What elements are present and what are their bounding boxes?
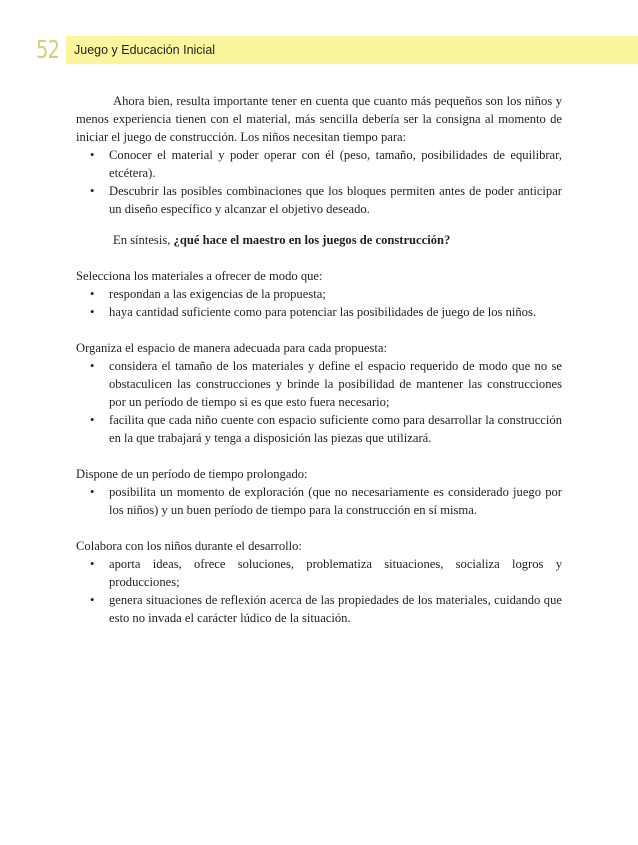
bullet-icon: •: [90, 287, 95, 301]
section-heading-materials: Selecciona los materiales a ofrecer de modo que:: [76, 269, 323, 283]
summary-line: [76, 231, 562, 249]
section-heading-collaboration: Colabora con los niños durante el desarrollo:: [76, 539, 302, 553]
list-item-text: posibilita un momento de exploración (que no necesariamente es considerado juego por los niños) y un buen período de tiempo para la construcción en sí misma.: [109, 485, 562, 517]
bullet-icon: •: [90, 359, 95, 373]
list-item: [76, 591, 562, 627]
bullet-icon: •: [90, 305, 95, 319]
intro-bullet-list: [76, 146, 562, 218]
list-item: [76, 146, 562, 182]
bullet-icon: •: [90, 184, 95, 198]
list-item-text: Conocer el material y poder operar con él (peso, tamaño, posibilidades de equilibrar, etcétera).: [109, 148, 562, 180]
page-header: [0, 36, 638, 64]
list-item-text: haya cantidad suficiente como para potenciar las posibilidades de juego de los niños.: [109, 305, 537, 319]
list-item-text: facilita que cada niño cuente con espacio suficiente como para desarrollar la construcción en la que trabajará y tenga a disposición las piezas que utilizará.: [109, 413, 562, 445]
list-item: [76, 182, 562, 218]
summary-question: ¿qué hace el maestro en los juegos de construcción?: [173, 233, 451, 247]
list-item: [76, 285, 562, 303]
collaboration-bullet-list: [76, 555, 562, 627]
list-item: [76, 411, 562, 447]
summary-lead: En síntesis,: [113, 233, 171, 247]
space-bullet-list: [76, 357, 562, 447]
list-item: [76, 483, 562, 519]
bullet-icon: •: [90, 593, 95, 607]
bullet-icon: •: [90, 557, 95, 571]
list-item-text: aporta ideas, ofrece soluciones, problematiza situaciones, socializa logros y producciones;: [109, 557, 562, 589]
materials-bullet-list: [76, 285, 562, 321]
time-bullet-list: [76, 483, 562, 519]
bullet-icon: •: [90, 148, 95, 162]
list-item-text: genera situaciones de reflexión acerca de las propiedades de los materiales, cuidando que esto no invada el carácter lúdico de la situación.: [109, 593, 562, 625]
list-item: [76, 303, 562, 321]
section-heading-space: Organiza el espacio de manera adecuada para cada propuesta:: [76, 341, 387, 355]
bullet-icon: •: [90, 485, 95, 499]
list-item-text: Descubrir las posibles combinaciones que los bloques permiten antes de poder anticipar un diseño específico y alcanzar el objetivo deseado.: [109, 184, 562, 216]
page-number: 52: [36, 35, 60, 64]
list-item-text: considera el tamaño de los materiales y define el espacio requerido de modo que no se obstaculicen las construcciones y brinde la posibilidad de mantener las construcciones por un período de tiempo si es que esto fuera necesario;: [109, 359, 562, 409]
list-item: [76, 555, 562, 591]
page-content: [76, 92, 562, 627]
intro-paragraph: Ahora bien, resulta importante tener en cuenta que cuanto más pequeños son los niños y menos experiencia tienen con el material, más sencilla debería ser la consigna al momento de iniciar el juego de construcción. Los niños necesitan tiempo para:: [76, 94, 562, 144]
header-title: Juego y Educación Inicial: [74, 43, 216, 57]
list-item: [76, 357, 562, 411]
section-heading-time: Dispone de un período de tiempo prolongado:: [76, 467, 308, 481]
bullet-icon: •: [90, 413, 95, 427]
list-item-text: respondan a las exigencias de la propuesta;: [109, 287, 326, 301]
